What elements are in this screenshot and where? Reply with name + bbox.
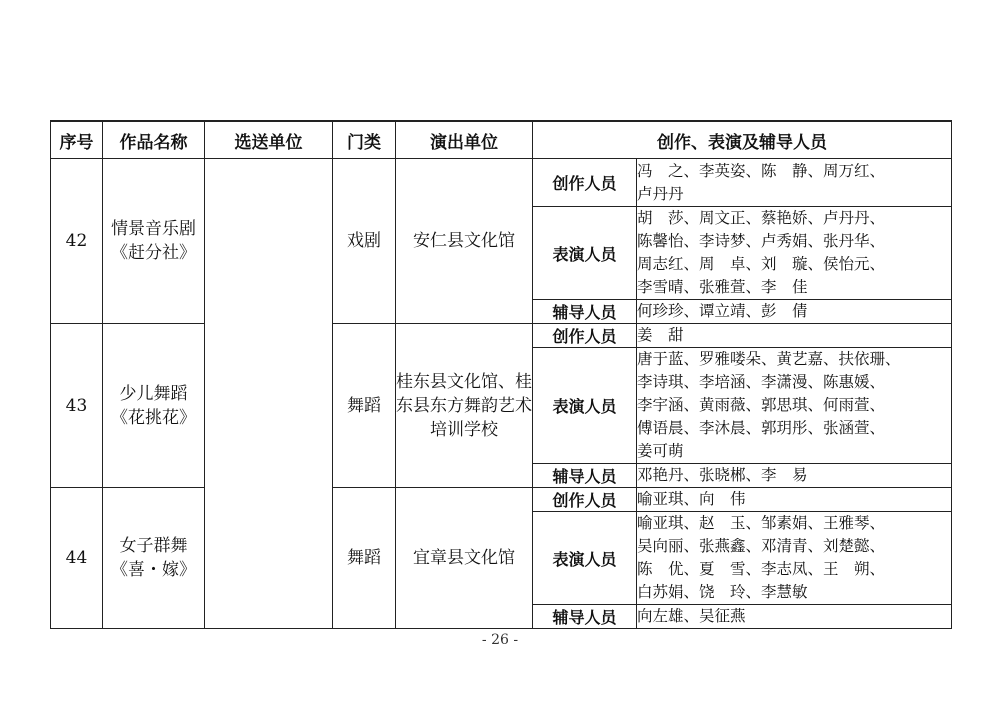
entry-category: 戏剧 (333, 159, 396, 324)
entry-number: 44 (51, 488, 103, 629)
role-label: 辅导人员 (533, 605, 637, 629)
table-row (51, 159, 952, 207)
name-line: 傅语晨、李沐晨、郭玥彤、张涵萱、 (637, 419, 886, 437)
entry-title: 少儿舞蹈《花挑花》 (103, 324, 205, 488)
name-line: 邓艳丹、张晓郴、李 易 (637, 466, 808, 484)
name-line: 向左雄、吴征燕 (637, 607, 746, 625)
name-line: 李宇涵、黄雨薇、郭思琪、何雨萱、 (637, 396, 886, 414)
name-line: 姜 甜 (637, 326, 684, 344)
role-names (637, 207, 952, 300)
header-title: 作品名称 (103, 121, 205, 159)
name-line: 周志红、周 卓、刘 璇、侯怡元、 (637, 255, 886, 273)
role-label: 表演人员 (533, 348, 637, 464)
role-names (637, 488, 952, 512)
name-line: 卢丹丹 (637, 184, 684, 203)
header-staff: 创作、表演及辅导人员 (533, 121, 952, 159)
name-line: 陈 优、夏 雪、李志凤、王 朔、 (637, 560, 886, 578)
name-line: 胡 莎、周文正、蔡艳娇、卢丹丹、 (637, 209, 886, 227)
header-row (51, 121, 952, 159)
role-names (637, 605, 952, 629)
name-line: 李雪晴、张雅萱、李 佳 (637, 278, 808, 296)
name-line: 吴向丽、张燕鑫、邓清青、刘楚懿、 (637, 537, 886, 555)
entry-performing-unit: 安仁县文化馆 (396, 159, 533, 324)
entry-performing-unit: 宜章县文化馆 (396, 488, 533, 629)
role-names (637, 464, 952, 488)
role-label: 表演人员 (533, 207, 637, 300)
role-label: 表演人员 (533, 512, 637, 605)
header-unit: 演出单位 (396, 121, 533, 159)
entry-number: 43 (51, 324, 103, 488)
name-line: 李诗琪、李培涵、李潇漫、陈惠媛、 (637, 373, 886, 391)
role-names (637, 324, 952, 348)
entry-title: 女子群舞《喜・嫁》 (103, 488, 205, 629)
header-submitter: 选送单位 (205, 121, 333, 159)
role-names (637, 159, 952, 207)
role-names (637, 512, 952, 605)
header-category: 门类 (333, 121, 396, 159)
entry-category: 舞蹈 (333, 488, 396, 629)
header-no: 序号 (51, 121, 103, 159)
entry-performing-unit: 桂东县文化馆、桂东县东方舞韵艺术培训学校 (396, 324, 533, 488)
role-label: 创作人员 (533, 488, 637, 512)
name-line: 白苏娟、饶 玲、李慧敏 (637, 583, 808, 601)
role-label: 辅导人员 (533, 464, 637, 488)
submitting-unit-cell (205, 159, 333, 629)
name-line: 何珍珍、谭立靖、彭 倩 (637, 302, 808, 320)
name-line: 喻亚琪、赵 玉、邹素娟、王雅琴、 (637, 514, 886, 532)
page-number: - 26 - (481, 632, 519, 648)
name-line: 陈馨怡、李诗梦、卢秀娟、张丹华、 (637, 232, 886, 250)
entry-number: 42 (51, 159, 103, 324)
name-line: 冯 之、李英姿、陈 静、周万红、 (637, 161, 886, 180)
role-names (637, 348, 952, 464)
roster-table (50, 120, 952, 629)
name-line: 姜可萌 (637, 442, 684, 460)
table-row (51, 324, 952, 348)
role-label: 创作人员 (533, 324, 637, 348)
table-row (51, 488, 952, 512)
name-line: 唐于蓝、罗雅喽朵、黄艺嘉、扶依珊、 (637, 350, 901, 368)
role-label: 辅导人员 (533, 300, 637, 324)
entry-title: 情景音乐剧《赶分社》 (103, 159, 205, 324)
role-names (637, 300, 952, 324)
role-label: 创作人员 (533, 159, 637, 207)
entry-category: 舞蹈 (333, 324, 396, 488)
name-line: 喻亚琪、向 伟 (637, 490, 746, 508)
